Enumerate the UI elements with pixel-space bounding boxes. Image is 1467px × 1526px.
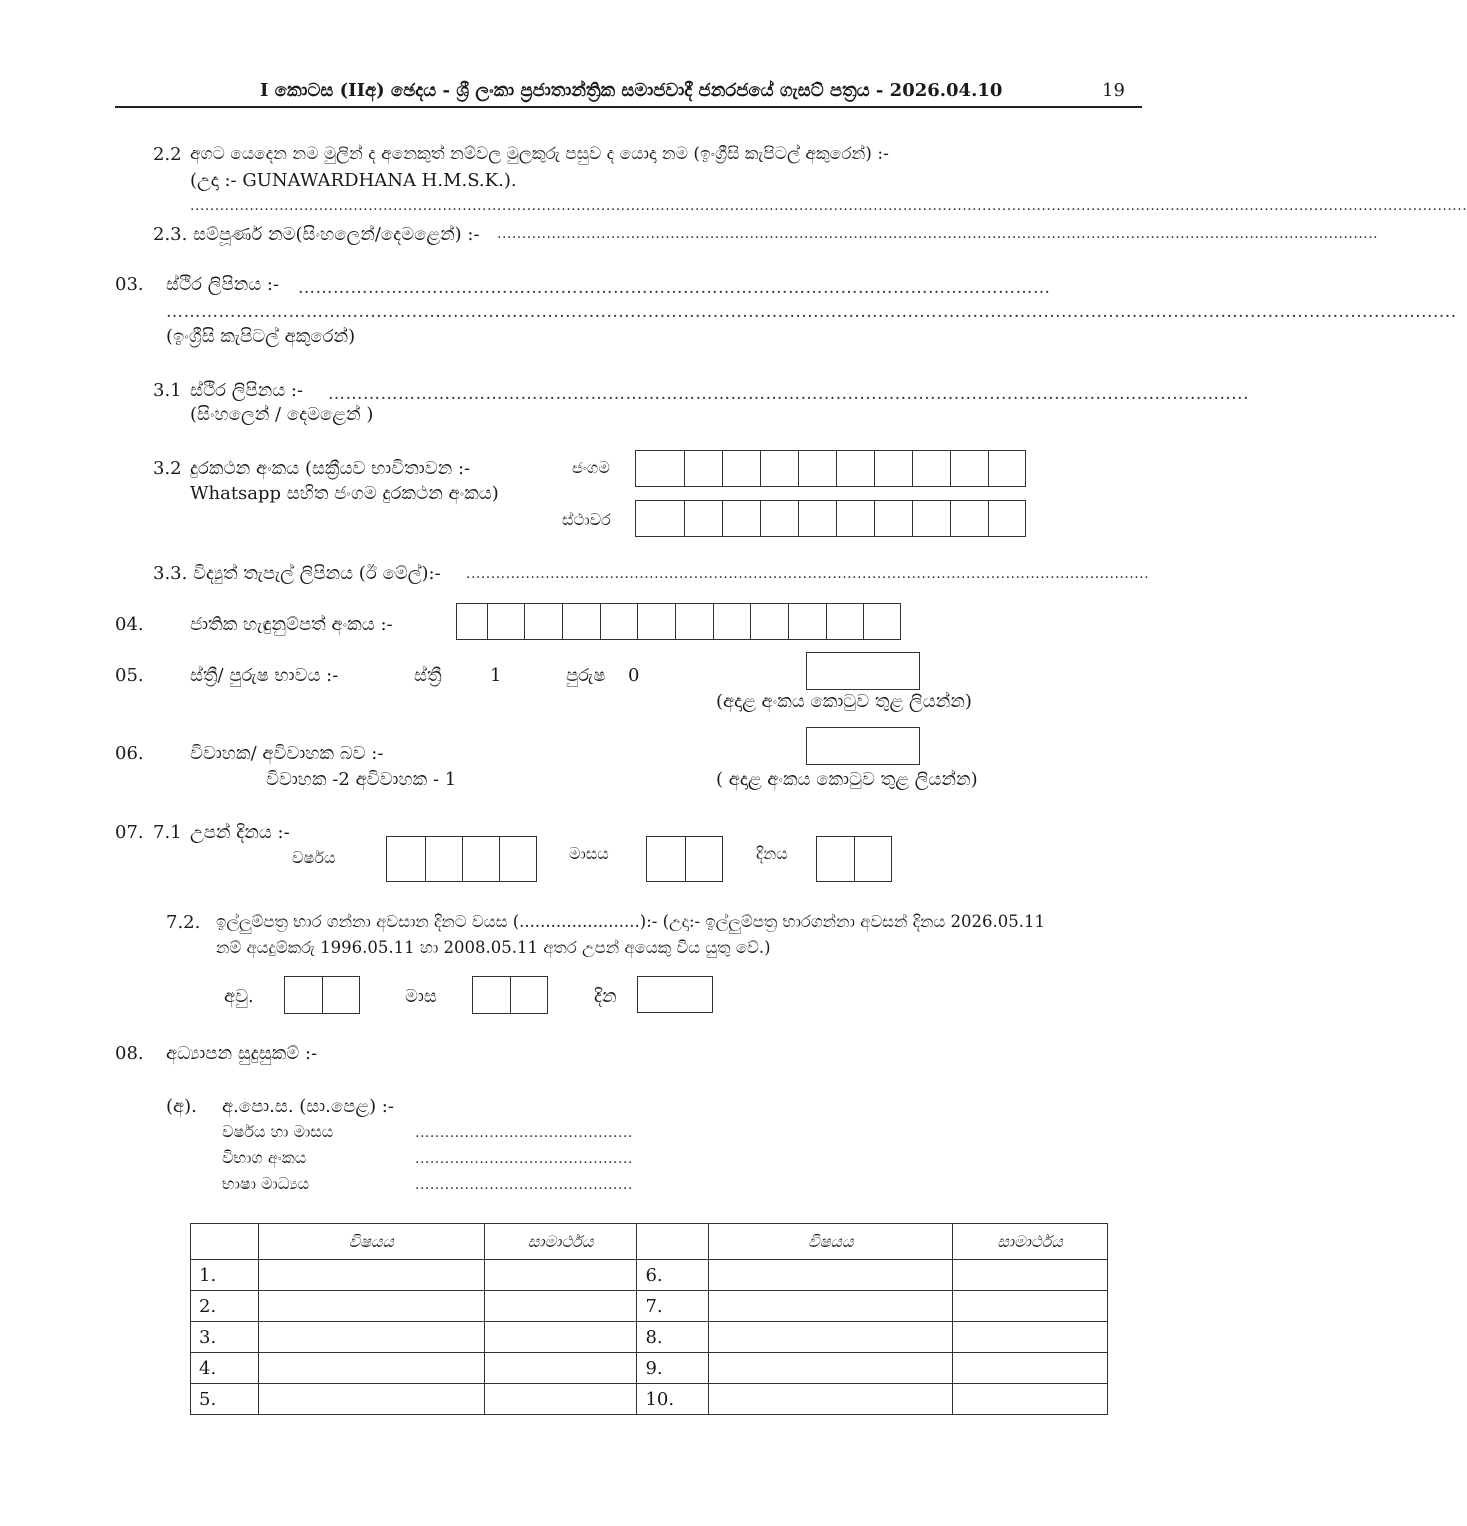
s3-number: 03. bbox=[115, 274, 144, 295]
s2-2-label: අගට යෙදෙන නම මුලින් ද අනෙකුත් නම්වල මුලකුරු පසුව ද යොදා නම (ඉංග්‍රීසි කැපිටල් අකුරෙන්) :- bbox=[190, 144, 889, 164]
digit-box[interactable] bbox=[487, 604, 524, 639]
digit-box[interactable] bbox=[722, 451, 760, 486]
digit-box[interactable] bbox=[462, 837, 499, 881]
digit-box[interactable] bbox=[912, 451, 950, 486]
s8a-marker: (අ). bbox=[166, 1096, 197, 1117]
digit-box[interactable] bbox=[636, 451, 684, 486]
digit-box[interactable] bbox=[874, 451, 912, 486]
digit-box[interactable] bbox=[647, 837, 685, 881]
digit-box[interactable] bbox=[798, 501, 836, 536]
digit-box[interactable] bbox=[685, 837, 722, 881]
s5-instruction: (අදාළ අංකය කොටුව තුළ ලියන්න) bbox=[716, 691, 972, 712]
grade-cell[interactable] bbox=[953, 1322, 1108, 1353]
digit-box[interactable] bbox=[675, 604, 713, 639]
birth-day-label: දිනය bbox=[756, 844, 788, 863]
nic-number-boxes[interactable] bbox=[456, 603, 901, 640]
digit-box[interactable] bbox=[524, 604, 562, 639]
grade-header: සාමාර්ථය bbox=[953, 1224, 1108, 1260]
s8a-year-month-fill[interactable]: ............................................ bbox=[415, 1125, 633, 1141]
marital-code-box[interactable] bbox=[806, 727, 920, 765]
age-years-boxes[interactable] bbox=[284, 976, 360, 1014]
s8a-medium-label: භාෂා මාධ්‍යය bbox=[222, 1174, 310, 1193]
s8a-medium-fill[interactable]: ............................................ bbox=[415, 1177, 633, 1193]
digit-box[interactable] bbox=[760, 501, 798, 536]
age-months-label: මාස bbox=[405, 986, 437, 1007]
digit-box[interactable] bbox=[863, 604, 900, 639]
subject-cell[interactable] bbox=[709, 1353, 953, 1384]
s3-3-fill-line[interactable]: .......................................................................................................................................... bbox=[466, 566, 1150, 582]
s3-1-number: 3.1 bbox=[153, 380, 182, 401]
digit-box[interactable] bbox=[950, 501, 988, 536]
s8a-index-label: විභාග අංකය bbox=[222, 1148, 307, 1167]
s7-2-line1: ඉල්ලුම්පත්‍ර භාර ගන්නා අවසාන දිනට වයස (.......................):- (උදා:- ඉල්ලුම්පත්‍ර භාරගන්නා අවසන් දිනය 2026.05.11 bbox=[216, 912, 1045, 931]
digit-box[interactable] bbox=[425, 837, 462, 881]
header-rule bbox=[115, 106, 1142, 108]
gender-code-box[interactable] bbox=[806, 652, 920, 690]
s2-2-fill-line[interactable]: .................................................................................................................................................................................................................................................................. bbox=[190, 198, 1467, 214]
age-days-label: දින bbox=[594, 986, 617, 1007]
s2-3-label: 2.3. සම්පූර්ණ නම(සිංහලෙන්/දෙමළෙන්) :- bbox=[153, 224, 480, 245]
s3-1-fill-line[interactable]: …………………………………………………………………………......................................................................... bbox=[328, 384, 1249, 404]
row-number: 9. bbox=[637, 1353, 709, 1384]
digit-box[interactable] bbox=[562, 604, 600, 639]
digit-box[interactable] bbox=[322, 977, 359, 1013]
digit-box[interactable] bbox=[912, 501, 950, 536]
digit-box[interactable] bbox=[854, 837, 891, 881]
digit-box[interactable] bbox=[473, 977, 510, 1013]
landline-label: ස්ථාවර bbox=[562, 510, 611, 529]
row-number: 2. bbox=[191, 1291, 259, 1322]
s8a-title: අ.පො.ස. (සා.පෙළ) :- bbox=[222, 1096, 394, 1117]
row-number: 10. bbox=[637, 1384, 709, 1415]
digit-box[interactable] bbox=[874, 501, 912, 536]
grade-cell[interactable] bbox=[484, 1322, 637, 1353]
row-number: 6. bbox=[637, 1260, 709, 1291]
subject-cell[interactable] bbox=[258, 1291, 484, 1322]
s2-3-fill-line[interactable]: .................................................................................................................................................................................. bbox=[497, 226, 1379, 242]
male-label: පුරුෂ bbox=[566, 665, 606, 686]
subject-cell[interactable] bbox=[709, 1291, 953, 1322]
s3-1-note: (සිංහලෙන් / දෙමළෙන් ) bbox=[190, 404, 374, 425]
s3-2-label-line1: දුරකථන අංකය (සක්‍රීයව භාවිතාවන :- bbox=[190, 458, 471, 479]
digit-box[interactable] bbox=[684, 451, 722, 486]
s3-fill-line-2[interactable]: …………………………….......................................................................................................................................................................................... bbox=[166, 302, 1457, 322]
s5-label: ස්ත්‍රී/ පුරුෂ භාවය :- bbox=[190, 665, 339, 686]
table-header-row bbox=[191, 1224, 1108, 1260]
digit-box[interactable] bbox=[684, 501, 722, 536]
s3-note: (ඉංග්‍රීසි කැපිටල් අකුරෙන්) bbox=[166, 326, 356, 347]
s4-label: ජාතික හැඳුනුම්පත් අංකය :- bbox=[190, 614, 393, 635]
grade-cell[interactable] bbox=[484, 1384, 637, 1415]
digit-box[interactable] bbox=[760, 451, 798, 486]
mobile-label: ජංගම bbox=[572, 458, 610, 477]
s3-1-label: ස්ථිර ලිපිනය :- bbox=[190, 380, 304, 401]
age-months-boxes[interactable] bbox=[472, 976, 548, 1014]
female-code: 1 bbox=[490, 665, 502, 686]
table-row bbox=[191, 1260, 1108, 1291]
s3-3-label: 3.3. විද්‍යුත් තැපැල් ලිපිනය (ඊ මේල්):- bbox=[153, 563, 441, 584]
s2-2-example: (උදා :- GUNAWARDHANA H.M.S.K.). bbox=[190, 170, 517, 191]
digit-box[interactable] bbox=[988, 451, 1025, 486]
grade-cell[interactable] bbox=[953, 1291, 1108, 1322]
row-number: 4. bbox=[191, 1353, 259, 1384]
s6-codes: විවාහක -2 අවිවාහක - 1 bbox=[266, 769, 457, 790]
digit-box[interactable] bbox=[499, 837, 536, 881]
digit-box[interactable] bbox=[826, 604, 863, 639]
age-years-label: අවු. bbox=[224, 986, 254, 1007]
subject-cell[interactable] bbox=[258, 1260, 484, 1291]
table-row bbox=[191, 1353, 1108, 1384]
subject-cell[interactable] bbox=[709, 1322, 953, 1353]
digit-box[interactable] bbox=[836, 451, 874, 486]
digit-box[interactable] bbox=[457, 604, 487, 639]
s7-2-line2: නම් අයදුම්කරු 1996.05.11 හා 2008.05.11 අතර උපන් අයෙකු විය යුතු වේ.) bbox=[216, 938, 771, 957]
row-number: 1. bbox=[191, 1260, 259, 1291]
s8a-year-month-label: වර්ෂය හා මාසය bbox=[222, 1122, 334, 1141]
s8a-index-fill[interactable]: ............................................ bbox=[415, 1151, 633, 1167]
s5-number: 05. bbox=[115, 665, 144, 686]
subject-header: විෂයය bbox=[709, 1224, 953, 1260]
subject-cell[interactable] bbox=[258, 1322, 484, 1353]
s3-label: ස්ථිර ලිපිනය :- bbox=[166, 274, 280, 295]
male-code: 0 bbox=[628, 665, 640, 686]
ol-results-table bbox=[190, 1223, 1108, 1415]
subject-cell[interactable] bbox=[258, 1384, 484, 1415]
row-number: 7. bbox=[637, 1291, 709, 1322]
grade-cell[interactable] bbox=[484, 1260, 637, 1291]
s3-fill-line-1[interactable]: ………………………………………………………………………………………………………………… bbox=[298, 278, 1051, 298]
s6-label: විවාහක/ අවිවාහක බව :- bbox=[190, 743, 384, 764]
table-header-cell bbox=[637, 1224, 709, 1260]
digit-box[interactable] bbox=[817, 837, 854, 881]
subject-cell[interactable] bbox=[709, 1384, 953, 1415]
table-header-cell bbox=[191, 1224, 259, 1260]
row-number: 3. bbox=[191, 1322, 259, 1353]
grade-cell[interactable] bbox=[953, 1353, 1108, 1384]
s6-number: 06. bbox=[115, 743, 144, 764]
digit-box[interactable] bbox=[750, 604, 788, 639]
birth-month-label: මාසය bbox=[569, 844, 609, 863]
grade-cell[interactable] bbox=[953, 1384, 1108, 1415]
s3-2-number: 3.2 bbox=[153, 458, 182, 479]
s7-number: 07. bbox=[115, 822, 144, 843]
digit-box[interactable] bbox=[988, 501, 1025, 536]
mobile-number-boxes[interactable] bbox=[635, 450, 1026, 487]
s4-number: 04. bbox=[115, 614, 144, 635]
grade-cell[interactable] bbox=[484, 1291, 637, 1322]
digit-box[interactable] bbox=[788, 604, 826, 639]
row-number: 8. bbox=[637, 1322, 709, 1353]
birth-year-label: වර්ෂය bbox=[292, 848, 336, 867]
table-row bbox=[191, 1384, 1108, 1415]
s7-1-label: උපන් දිනය :- bbox=[190, 822, 290, 843]
grade-cell[interactable] bbox=[484, 1353, 637, 1384]
s2-2-number: 2.2 bbox=[153, 144, 182, 165]
digit-box[interactable] bbox=[722, 501, 760, 536]
subject-cell[interactable] bbox=[709, 1260, 953, 1291]
digit-box[interactable] bbox=[798, 451, 836, 486]
digit-box[interactable] bbox=[285, 977, 322, 1013]
s8-number: 08. bbox=[115, 1043, 144, 1064]
table-row bbox=[191, 1291, 1108, 1322]
subject-header: විෂයය bbox=[258, 1224, 484, 1260]
page-number: 19 bbox=[1102, 80, 1125, 101]
table-row bbox=[191, 1322, 1108, 1353]
birth-year-boxes[interactable] bbox=[386, 836, 537, 882]
grade-cell[interactable] bbox=[953, 1260, 1108, 1291]
s8-label: අධ්‍යාපන සුදුසුකම් :- bbox=[166, 1043, 318, 1064]
digit-box[interactable] bbox=[713, 604, 750, 639]
s7-1-number: 7.1 bbox=[153, 822, 182, 843]
subject-cell[interactable] bbox=[258, 1353, 484, 1384]
s3-2-label-line2: Whatsapp සහිත ජංගම දුරකථන අංකය) bbox=[190, 483, 499, 504]
page-header-title: I කොටස (IIඅ) ඡෙදය - ශ්‍රී ලංකා ප්‍රජාතාන්ත්‍රික සමාජවාදී ජනරජයේ ගැසට් පත්‍රය - 2026.04.10 bbox=[260, 80, 1003, 101]
digit-box[interactable] bbox=[387, 837, 425, 881]
birth-day-boxes[interactable] bbox=[816, 836, 892, 882]
s7-2-number: 7.2. bbox=[166, 912, 201, 933]
digit-box[interactable] bbox=[636, 501, 684, 536]
digit-box[interactable] bbox=[836, 501, 874, 536]
s6-instruction: ( අදාළ අංකය කොටුව තුළ ලියන්න) bbox=[716, 769, 978, 790]
age-days-box[interactable] bbox=[637, 976, 713, 1013]
birth-month-boxes[interactable] bbox=[646, 836, 723, 882]
digit-box[interactable] bbox=[600, 604, 637, 639]
grade-header: සාමාර්ථය bbox=[484, 1224, 637, 1260]
row-number: 5. bbox=[191, 1384, 259, 1415]
female-label: ස්ත්‍රී bbox=[414, 665, 442, 686]
digit-box[interactable] bbox=[510, 977, 547, 1013]
digit-box[interactable] bbox=[950, 451, 988, 486]
digit-box[interactable] bbox=[637, 604, 675, 639]
landline-number-boxes[interactable] bbox=[635, 500, 1026, 537]
